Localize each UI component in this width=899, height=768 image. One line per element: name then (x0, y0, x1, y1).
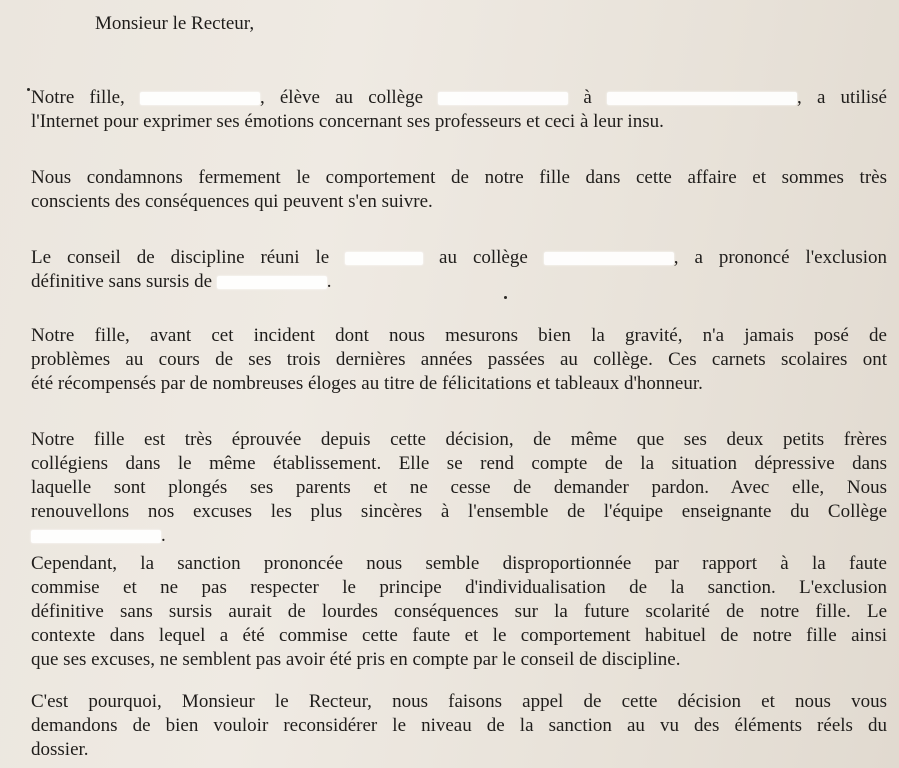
letter-line (31, 428, 887, 452)
paper-speck (27, 88, 30, 91)
line-text: . (326, 271, 332, 292)
salutation: Monsieur le Recteur, (95, 13, 255, 34)
letter-line (31, 552, 887, 576)
paragraph-1 (31, 86, 887, 134)
line-text: demandons de bien vouloir reconsidérer le niveau de la sanction au vu des éléments réels du (31, 715, 887, 736)
line-text: Cependant, la sanction prononcée nous semble disproportionnée par rapport à la faute (31, 553, 887, 574)
paragraph-2 (31, 166, 887, 214)
paragraph-6 (31, 552, 887, 672)
line-text: laquelle sont plongés ses parents et ne cesse de demander pardon. Avec elle, Nous (31, 477, 887, 498)
line-text: Notre fille, (31, 87, 140, 108)
letter-line (31, 348, 887, 372)
line-text: contexte dans lequel a été commise cette faute et le comportement habituel de notre fille ainsi (31, 625, 887, 646)
letter-line (31, 270, 887, 294)
letter-line (31, 110, 887, 134)
line-text: problèmes au cours de ses trois dernières années passées au collège. Ces carnets scolaires ont (31, 349, 887, 370)
line-text: à (568, 87, 608, 108)
letter-line (31, 648, 887, 672)
letter-line (31, 624, 887, 648)
letter-line (31, 86, 887, 110)
letter-line (31, 324, 887, 348)
redaction-mark (544, 252, 674, 265)
letter-line (31, 452, 887, 476)
line-text: Notre fille est très éprouvée depuis cette décision, de même que ses deux petits frères (31, 429, 887, 450)
paragraph-5 (31, 428, 887, 548)
letter-line (31, 246, 887, 270)
letter-line (31, 690, 887, 714)
redaction-mark (607, 92, 797, 105)
line-text: collégiens dans le même établissement. Elle se rend compte de la situation dépressive dans (31, 453, 887, 474)
line-text: au collège (423, 247, 544, 268)
redaction-mark (31, 530, 161, 543)
redaction-mark (217, 276, 327, 289)
line-text: dossier. (31, 739, 89, 760)
letter-line (31, 714, 887, 738)
line-text: définitive sans sursis de (31, 271, 217, 292)
line-text: conscients des conséquences qui peuvent s'en suivre. (31, 191, 433, 212)
line-text: que ses excuses, ne semblent pas avoir été pris en compte par le conseil de discipline. (31, 649, 681, 670)
line-text: . (161, 525, 166, 546)
letter-line (31, 738, 887, 762)
redaction-mark (345, 252, 423, 265)
letter-line (31, 524, 887, 548)
line-text: Notre fille, avant cet incident dont nous mesurons bien la gravité, n'a jamais posé de (31, 325, 887, 346)
line-text: Le conseil de discipline réuni le (31, 247, 346, 268)
line-text: , a prononcé l'exclusion (673, 247, 887, 268)
paragraph-3 (31, 246, 887, 294)
paragraph-4 (31, 324, 887, 396)
redaction-mark (438, 92, 568, 105)
letter-line (31, 190, 887, 214)
redaction-mark (140, 92, 260, 105)
line-text: été récompensés par de nombreuses éloges au titre de félicitations et tableaux d'honneur. (31, 373, 703, 394)
line-text: , élève au collège (259, 87, 439, 108)
paragraph-7 (31, 690, 887, 762)
line-text: définitive sans sursis aurait de lourdes conséquences sur la future scolarité de notre fille. Le (31, 601, 887, 622)
line-text: commise et ne pas respecter le principe d'individualisation de la sanction. L'exclusion (31, 577, 887, 598)
letter-line (31, 476, 887, 500)
letter-line (31, 372, 887, 396)
letter-line (31, 576, 887, 600)
letter-line (31, 166, 887, 190)
line-text: renouvellons nos excuses les plus sincères à l'ensemble de l'équipe enseignante du Collège (31, 501, 887, 522)
line-text: C'est pourquoi, Monsieur le Recteur, nous faisons appel de cette décision et nous vous (31, 691, 887, 712)
letter-line (31, 500, 887, 524)
letter-line (31, 600, 887, 624)
line-text: l'Internet pour exprimer ses émotions concernant ses professeurs et ceci à leur insu. (31, 111, 664, 132)
line-text: Nous condamnons fermement le comportement de notre fille dans cette affaire et sommes très (31, 167, 887, 188)
paper-speck (504, 296, 507, 299)
line-text: , a utilisé (797, 87, 887, 108)
